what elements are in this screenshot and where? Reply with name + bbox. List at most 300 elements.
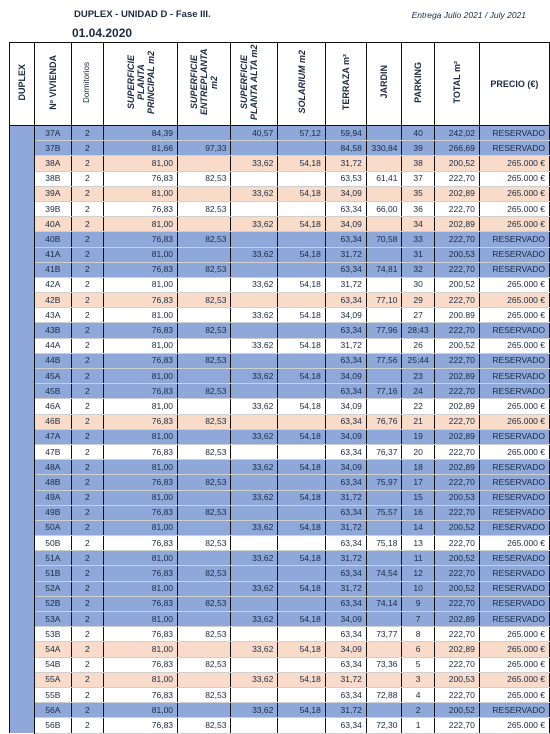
area-terraza-cell: 31,72: [325, 581, 366, 596]
area-principal-cell: 76,83: [104, 596, 178, 611]
unit-id-cell: 40A: [35, 217, 72, 232]
parking-number-cell: 12: [402, 566, 434, 581]
area-entreplanta-cell: [178, 126, 231, 141]
area-entreplanta-cell: 82,53: [178, 536, 231, 551]
area-solarium-cell: [278, 171, 326, 186]
area-jardin-cell: [366, 642, 402, 657]
area-total-cell: 222,70: [434, 444, 479, 459]
parking-number-cell: 40: [402, 126, 434, 141]
bedrooms-cell: 2: [71, 520, 103, 535]
price-cell: 265.000 €: [479, 687, 549, 702]
bedrooms-cell: 2: [71, 141, 103, 156]
header-parking: PARKING: [402, 43, 434, 126]
area-entreplanta-cell: 82,53: [178, 566, 231, 581]
area-entreplanta-cell: [178, 277, 231, 292]
area-alta-cell: 33,62: [231, 429, 278, 444]
table-row: [10, 247, 550, 262]
area-terraza-cell: 31,72: [325, 703, 366, 718]
area-principal-cell: 81,00: [104, 460, 178, 475]
area-solarium-cell: 54,18: [278, 156, 326, 171]
area-entreplanta-cell: 82,53: [178, 657, 231, 672]
area-solarium-cell: [278, 596, 326, 611]
parking-number-cell: 34: [402, 217, 434, 232]
bedrooms-cell: 2: [71, 217, 103, 232]
price-cell: 265.000 €: [479, 536, 549, 551]
area-terraza-cell: 63,34: [325, 293, 366, 308]
table-row: [10, 293, 550, 308]
bedrooms-cell: 2: [71, 642, 103, 657]
price-cell: RESERVADO: [479, 612, 549, 627]
price-cell: RESERVADO: [479, 505, 549, 520]
area-solarium-cell: [278, 627, 326, 642]
parking-number-cell: 21: [402, 414, 434, 429]
area-principal-cell: 81,00: [104, 217, 178, 232]
header-sup-entreplanta: SUPERFICIE ENTREPLANTA m2: [178, 43, 231, 126]
area-solarium-cell: [278, 505, 326, 520]
area-total-cell: 222,70: [434, 323, 479, 338]
area-solarium-cell: 54,18: [278, 520, 326, 535]
area-entreplanta-cell: [178, 581, 231, 596]
area-alta-cell: 40,57: [231, 126, 278, 141]
area-principal-cell: 76,83: [104, 232, 178, 247]
area-principal-cell: 81,00: [104, 277, 178, 292]
area-solarium-cell: [278, 384, 326, 399]
table-row: [10, 232, 550, 247]
table-row: [10, 612, 550, 627]
area-total-cell: 202,89: [434, 186, 479, 201]
table-row: [10, 520, 550, 535]
area-principal-cell: 81,00: [104, 642, 178, 657]
area-solarium-cell: 57,12: [278, 126, 326, 141]
area-jardin-cell: 61,41: [366, 171, 402, 186]
price-cell: RESERVADO: [479, 490, 549, 505]
area-total-cell: 222,70: [434, 293, 479, 308]
bedrooms-cell: 2: [71, 551, 103, 566]
area-jardin-cell: [366, 126, 402, 141]
price-cell: 265.000 €: [479, 277, 549, 292]
area-terraza-cell: 31,72: [325, 277, 366, 292]
price-cell: 265.000 €: [479, 217, 549, 232]
area-alta-cell: [231, 536, 278, 551]
unit-id-cell: 39B: [35, 201, 72, 216]
bedrooms-cell: 2: [71, 338, 103, 353]
unit-id-cell: 45A: [35, 369, 72, 384]
area-alta-cell: [231, 141, 278, 156]
area-solarium-cell: [278, 687, 326, 702]
area-total-cell: 222,70: [434, 687, 479, 702]
parking-number-cell: 4: [402, 687, 434, 702]
area-total-cell: 222,70: [434, 171, 479, 186]
bedrooms-cell: 2: [71, 657, 103, 672]
price-cell: RESERVADO: [479, 581, 549, 596]
area-terraza-cell: 63,34: [325, 201, 366, 216]
area-terraza-cell: 31,72: [325, 338, 366, 353]
area-total-cell: 222,70: [434, 262, 479, 277]
area-total-cell: 200,52: [434, 703, 479, 718]
parking-number-cell: 7: [402, 612, 434, 627]
area-jardin-cell: 77,96: [366, 323, 402, 338]
area-jardin-cell: 76,37: [366, 444, 402, 459]
area-alta-cell: 33.62: [231, 338, 278, 353]
area-total-cell: 222,70: [434, 414, 479, 429]
area-principal-cell: 81,00: [104, 338, 178, 353]
parking-number-cell: 2: [402, 703, 434, 718]
price-cell: RESERVADO: [479, 429, 549, 444]
header-solarium: SOLARIUM m2: [278, 43, 326, 126]
area-principal-cell: 81,00: [104, 186, 178, 201]
parking-number-cell: 37: [402, 171, 434, 186]
area-solarium-cell: [278, 262, 326, 277]
area-alta-cell: 33,62: [231, 672, 278, 687]
area-alta-cell: [231, 505, 278, 520]
price-cell: RESERVADO: [479, 247, 549, 262]
table-row: [10, 642, 550, 657]
area-jardin-cell: 74,54: [366, 566, 402, 581]
area-solarium-cell: 54,18: [278, 217, 326, 232]
area-jardin-cell: [366, 429, 402, 444]
area-total-cell: 200,53: [434, 672, 479, 687]
area-principal-cell: 84,39: [104, 126, 178, 141]
area-principal-cell: 76,83: [104, 293, 178, 308]
area-jardin-cell: [366, 581, 402, 596]
header-vivienda: Nº VIVIENDA: [35, 43, 72, 126]
unit-id-cell: 46A: [35, 399, 72, 414]
table-row: [10, 262, 550, 277]
area-principal-cell: 81,00: [104, 672, 178, 687]
header-terraza: TERRAZA m²: [325, 43, 366, 126]
parking-number-cell: 23: [402, 369, 434, 384]
area-jardin-cell: 66,00: [366, 201, 402, 216]
price-cell: RESERVADO: [479, 566, 549, 581]
area-alta-cell: [231, 323, 278, 338]
table-row: [10, 444, 550, 459]
parking-number-cell: 25;44: [402, 353, 434, 368]
table-row: [10, 353, 550, 368]
area-terraza-cell: 63,34: [325, 627, 366, 642]
bedrooms-cell: 2: [71, 171, 103, 186]
area-alta-cell: 33,62: [231, 399, 278, 414]
area-terraza-cell: 34,09: [325, 642, 366, 657]
price-cell: RESERVADO: [479, 262, 549, 277]
area-entreplanta-cell: 82,53: [178, 596, 231, 611]
table-row: [10, 399, 550, 414]
unit-id-cell: 43A: [35, 308, 72, 323]
table-row: [10, 156, 550, 171]
area-terraza-cell: 34,09: [325, 186, 366, 201]
table-row: [10, 369, 550, 384]
table-row: [10, 596, 550, 611]
area-entreplanta-cell: 82,53: [178, 171, 231, 186]
parking-number-cell: 31: [402, 247, 434, 262]
area-entreplanta-cell: [178, 338, 231, 353]
parking-number-cell: 33: [402, 232, 434, 247]
bedrooms-cell: 2: [71, 186, 103, 201]
table-body: [10, 126, 550, 734]
table-row: [10, 687, 550, 702]
price-cell: 265.000 €: [479, 718, 549, 733]
area-entreplanta-cell: 82,53: [178, 353, 231, 368]
area-terraza-cell: 63,34: [325, 596, 366, 611]
bedrooms-cell: 2: [71, 672, 103, 687]
area-solarium-cell: 54,18: [278, 399, 326, 414]
area-entreplanta-cell: [178, 156, 231, 171]
area-jardin-cell: 76,76: [366, 414, 402, 429]
area-jardin-cell: [366, 247, 402, 262]
unit-id-cell: 43B: [35, 323, 72, 338]
area-entreplanta-cell: 97,33: [178, 141, 231, 156]
area-solarium-cell: 54,18: [278, 672, 326, 687]
table-row: [10, 141, 550, 156]
table-row: [10, 551, 550, 566]
unit-id-cell: 39A: [35, 186, 72, 201]
bedrooms-cell: 2: [71, 293, 103, 308]
table-row: [10, 126, 550, 141]
area-principal-cell: 76,83: [104, 566, 178, 581]
area-terraza-cell: 63,34: [325, 505, 366, 520]
bedrooms-cell: 2: [71, 460, 103, 475]
table-row: [10, 429, 550, 444]
area-terraza-cell: 63,34: [325, 232, 366, 247]
price-cell: 265.000 €: [479, 156, 549, 171]
unit-id-cell: 49A: [35, 490, 72, 505]
unit-id-cell: 47A: [35, 429, 72, 444]
area-total-cell: 202,89: [434, 217, 479, 232]
area-entreplanta-cell: 82,53: [178, 687, 231, 702]
unit-id-cell: 41A: [35, 247, 72, 262]
area-alta-cell: 33,62: [231, 551, 278, 566]
area-principal-cell: 76,83: [104, 323, 178, 338]
bedrooms-cell: 2: [71, 399, 103, 414]
area-terraza-cell: 34,09: [325, 460, 366, 475]
price-cell: RESERVADO: [479, 369, 549, 384]
parking-number-cell: 11: [402, 551, 434, 566]
area-principal-cell: 76,83: [104, 475, 178, 490]
area-jardin-cell: [366, 551, 402, 566]
table-row: [10, 505, 550, 520]
unit-id-cell: 42B: [35, 293, 72, 308]
bedrooms-cell: 2: [71, 627, 103, 642]
area-principal-cell: 76,83: [104, 505, 178, 520]
unit-id-cell: 47B: [35, 444, 72, 459]
unit-id-cell: 40B: [35, 232, 72, 247]
area-terraza-cell: 63,53: [325, 171, 366, 186]
unit-id-cell: 37A: [35, 126, 72, 141]
area-principal-cell: 76,83: [104, 262, 178, 277]
area-principal-cell: 81,00: [104, 429, 178, 444]
area-terraza-cell: 63,34: [325, 353, 366, 368]
area-alta-cell: [231, 657, 278, 672]
area-alta-cell: [231, 293, 278, 308]
area-alta-cell: [231, 171, 278, 186]
parking-number-cell: 20: [402, 444, 434, 459]
area-solarium-cell: [278, 566, 326, 581]
area-solarium-cell: 54,18: [278, 703, 326, 718]
area-jardin-cell: 74,81: [366, 262, 402, 277]
unit-id-cell: 52B: [35, 596, 72, 611]
bedrooms-cell: 2: [71, 475, 103, 490]
area-total-cell: 202,89: [434, 642, 479, 657]
area-jardin-cell: 75,18: [366, 536, 402, 551]
area-entreplanta-cell: 82,53: [178, 384, 231, 399]
unit-id-cell: 44A: [35, 338, 72, 353]
area-principal-cell: 76,83: [104, 414, 178, 429]
area-total-cell: 222,70: [434, 657, 479, 672]
area-total-cell: 200,52: [434, 551, 479, 566]
area-entreplanta-cell: 82,53: [178, 627, 231, 642]
table-header-row: [10, 43, 550, 126]
area-total-cell: 200,52: [434, 520, 479, 535]
table-row: [10, 657, 550, 672]
area-terraza-cell: 34,09: [325, 399, 366, 414]
bedrooms-cell: 2: [71, 247, 103, 262]
area-alta-cell: [231, 201, 278, 216]
area-total-cell: 200,52: [434, 277, 479, 292]
unit-id-cell: 54A: [35, 642, 72, 657]
area-alta-cell: [231, 596, 278, 611]
area-terraza-cell: 34,09: [325, 217, 366, 232]
area-alta-cell: 33,62: [231, 490, 278, 505]
bedrooms-cell: 2: [71, 126, 103, 141]
table-row: [10, 277, 550, 292]
area-terraza-cell: 34,09: [325, 429, 366, 444]
area-total-cell: 222,70: [434, 505, 479, 520]
area-total-cell: 202,89: [434, 399, 479, 414]
parking-number-cell: 27: [402, 308, 434, 323]
header-sup-alta: SUPERFICIE PLANTA ALTA m2: [231, 43, 278, 126]
area-total-cell: 222,70: [434, 566, 479, 581]
area-solarium-cell: [278, 201, 326, 216]
area-solarium-cell: [278, 718, 326, 733]
bedrooms-cell: 2: [71, 444, 103, 459]
area-solarium-cell: [278, 353, 326, 368]
area-jardin-cell: [366, 277, 402, 292]
table-row: [10, 323, 550, 338]
area-solarium-cell: 54,18: [278, 369, 326, 384]
area-solarium-cell: 54,18: [278, 277, 326, 292]
area-terraza-cell: 84,58: [325, 141, 366, 156]
area-alta-cell: 33,62: [231, 581, 278, 596]
area-terraza-cell: 34,09: [325, 612, 366, 627]
table-row: [10, 490, 550, 505]
area-jardin-cell: 72,30: [366, 718, 402, 733]
area-entreplanta-cell: 82,53: [178, 232, 231, 247]
area-entreplanta-cell: 82,53: [178, 293, 231, 308]
area-terraza-cell: 63,34: [325, 718, 366, 733]
delivery-date: Entrega Julio 2021 / July 2021: [411, 10, 526, 20]
area-solarium-cell: 54.18: [278, 308, 326, 323]
header-jardin: JARDIN: [366, 43, 402, 126]
area-principal-cell: 81,00: [104, 520, 178, 535]
parking-number-cell: 38: [402, 156, 434, 171]
header-total: TOTAL m²: [434, 43, 479, 126]
area-entreplanta-cell: [178, 399, 231, 414]
area-jardin-cell: 77,10: [366, 293, 402, 308]
area-solarium-cell: 54.18: [278, 338, 326, 353]
area-jardin-cell: 73,36: [366, 657, 402, 672]
unit-id-cell: 55A: [35, 672, 72, 687]
parking-number-cell: 30: [402, 277, 434, 292]
area-alta-cell: 33,62: [231, 277, 278, 292]
area-terraza-cell: 34,09: [325, 369, 366, 384]
area-total-cell: 222,70: [434, 384, 479, 399]
area-jardin-cell: 77,16: [366, 384, 402, 399]
unit-id-cell: 54B: [35, 657, 72, 672]
area-principal-cell: 76,83: [104, 687, 178, 702]
parking-number-cell: 36: [402, 201, 434, 216]
area-total-cell: 242,02: [434, 126, 479, 141]
area-total-cell: 266,69: [434, 141, 479, 156]
area-jardin-cell: 73,77: [366, 627, 402, 642]
area-alta-cell: 33,62: [231, 186, 278, 201]
price-cell: 265.000 €: [479, 399, 549, 414]
area-terraza-cell: 31,72: [325, 520, 366, 535]
area-principal-cell: 81,00: [104, 581, 178, 596]
price-cell: 265.000 €: [479, 672, 549, 687]
area-total-cell: 200,53: [434, 490, 479, 505]
area-alta-cell: [231, 444, 278, 459]
area-principal-cell: 81,00: [104, 612, 178, 627]
unit-id-cell: 38A: [35, 156, 72, 171]
area-alta-cell: [231, 566, 278, 581]
area-principal-cell: 76,83: [104, 384, 178, 399]
table-row: [10, 384, 550, 399]
area-terraza-cell: 63,34: [325, 262, 366, 277]
bedrooms-cell: 2: [71, 536, 103, 551]
parking-number-cell: 1: [402, 718, 434, 733]
area-principal-cell: 81,00: [104, 156, 178, 171]
price-cell: RESERVADO: [479, 596, 549, 611]
area-alta-cell: 33,62: [231, 703, 278, 718]
area-terraza-cell: 63,34: [325, 323, 366, 338]
price-cell: RESERVADO: [479, 232, 549, 247]
parking-number-cell: 9: [402, 596, 434, 611]
area-alta-cell: 33.62: [231, 308, 278, 323]
area-total-cell: 222,70: [434, 201, 479, 216]
area-total-cell: 202,89: [434, 369, 479, 384]
area-entreplanta-cell: [178, 703, 231, 718]
parking-number-cell: 19: [402, 429, 434, 444]
area-terraza-cell: 63,34: [325, 687, 366, 702]
unit-id-cell: 55B: [35, 687, 72, 702]
area-solarium-cell: 54,18: [278, 247, 326, 262]
area-entreplanta-cell: [178, 612, 231, 627]
area-terraza-cell: 63,34: [325, 657, 366, 672]
unit-id-cell: 56B: [35, 718, 72, 733]
area-principal-cell: 76,83: [104, 657, 178, 672]
area-total-cell: 200,52: [434, 156, 479, 171]
table-row: [10, 703, 550, 718]
table-row: [10, 672, 550, 687]
area-total-cell: 200,53: [434, 247, 479, 262]
area-jardin-cell: [366, 338, 402, 353]
bedrooms-cell: 2: [71, 414, 103, 429]
price-cell: 265.000 €: [479, 444, 549, 459]
parking-number-cell: 26: [402, 338, 434, 353]
bedrooms-cell: 2: [71, 703, 103, 718]
table-row: [10, 475, 550, 490]
area-terraza-cell: 63,34: [325, 414, 366, 429]
bedrooms-cell: 2: [71, 308, 103, 323]
area-total-cell: 222,70: [434, 718, 479, 733]
area-alta-cell: 33,62: [231, 642, 278, 657]
area-jardin-cell: 70,58: [366, 232, 402, 247]
parking-number-cell: 22: [402, 399, 434, 414]
area-principal-cell: 81,00: [104, 703, 178, 718]
price-cell: RESERVADO: [479, 551, 549, 566]
area-jardin-cell: [366, 399, 402, 414]
table-row: [10, 414, 550, 429]
unit-id-cell: 45B: [35, 384, 72, 399]
